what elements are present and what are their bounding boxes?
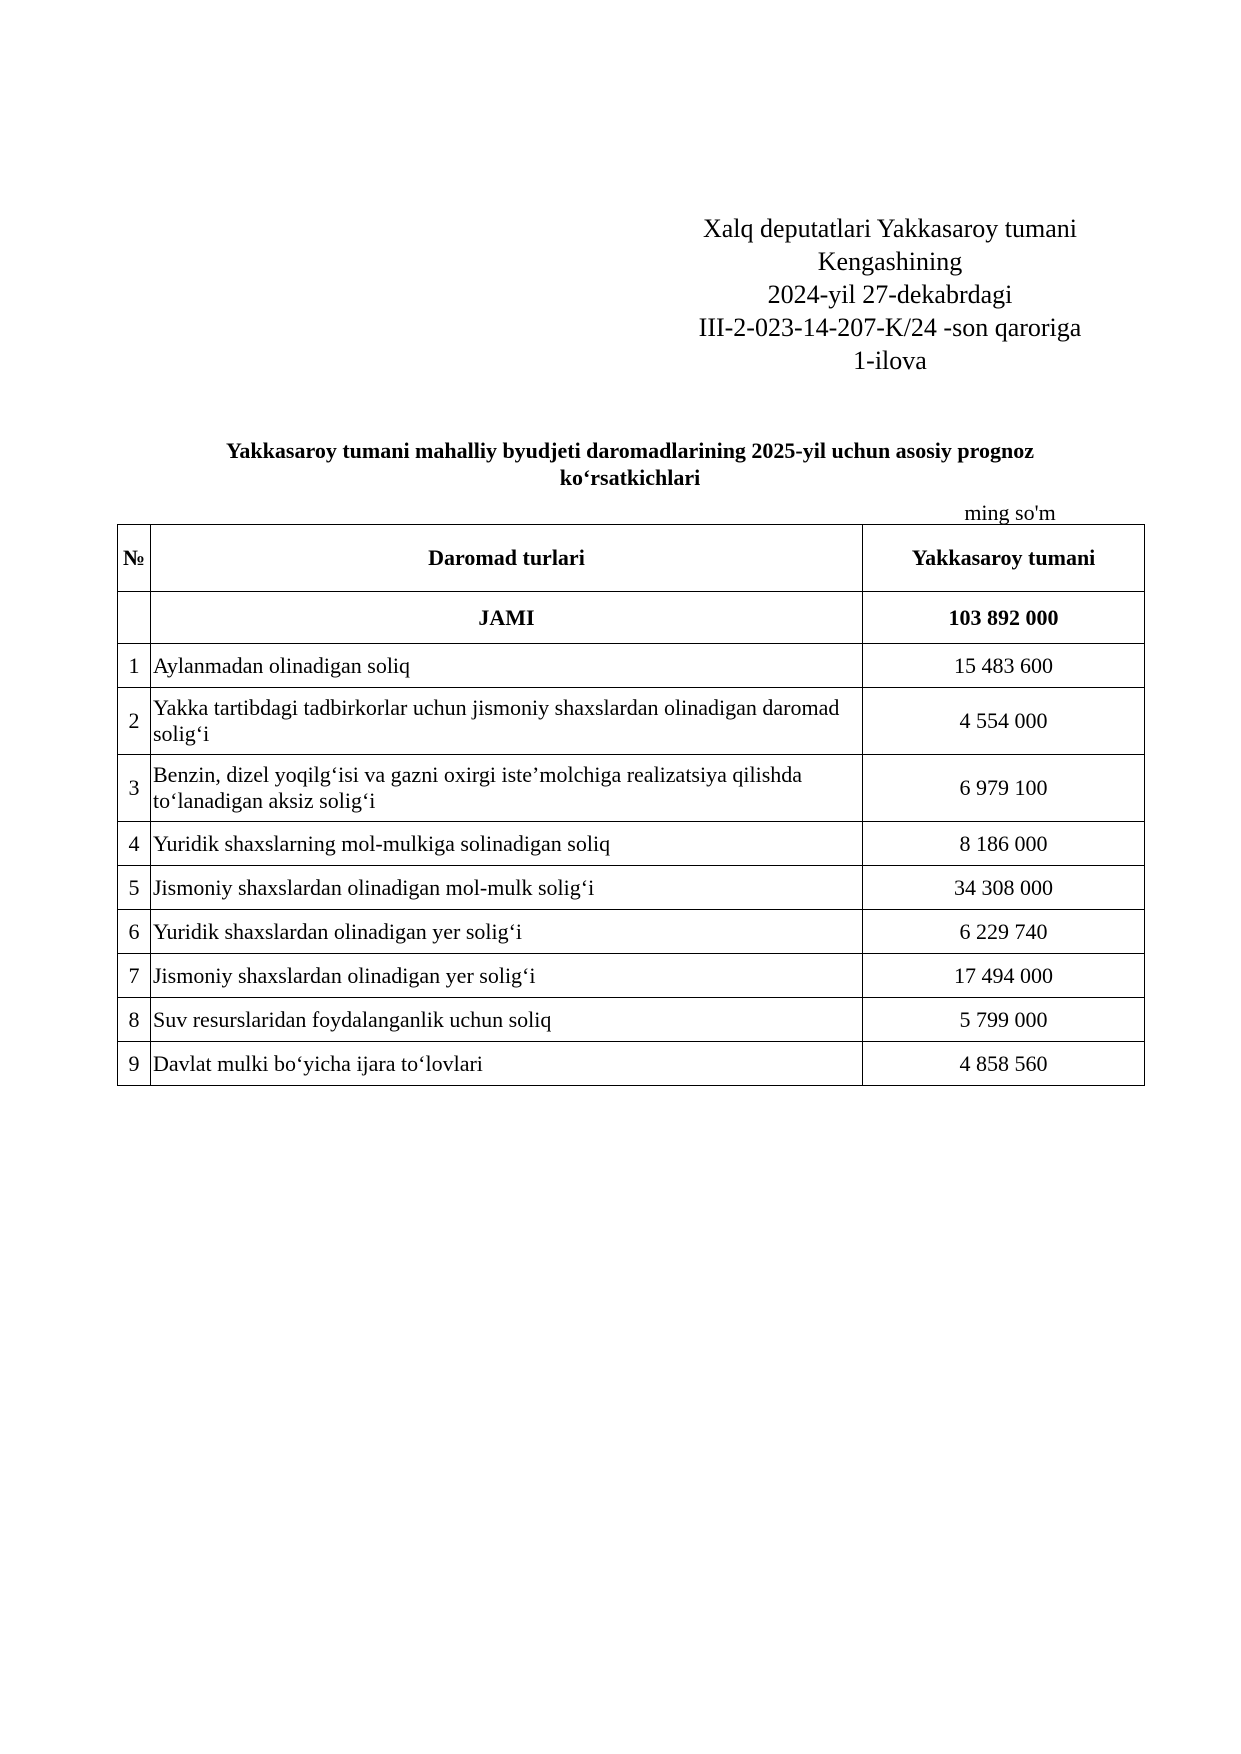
revenue-type: Benzin, dizel yoqilg‘isi va gazni oxirgi iste’molchiga realizatsiya qilishda to‘lanadigan aksiz solig‘i: [151, 755, 863, 822]
header-num: №: [118, 525, 151, 592]
row-number: 2: [118, 688, 151, 755]
header-district: Yakkasaroy tumani: [863, 525, 1145, 592]
row-number: 6: [118, 910, 151, 954]
row-number: 8: [118, 998, 151, 1042]
revenue-type: Suv resurslaridan foydalanganlik uchun soliq: [151, 998, 863, 1042]
revenue-value: 34 308 000: [863, 866, 1145, 910]
revenue-type: Jismoniy shaxslardan olinadigan mol-mulk solig‘i: [151, 866, 863, 910]
table-row: [118, 998, 1145, 1042]
header-line: 1-ilova: [853, 346, 927, 375]
document-header: [660, 212, 1120, 377]
table-row: [118, 644, 1145, 688]
row-number: 1: [118, 644, 151, 688]
total-value: 103 892 000: [863, 592, 1145, 644]
revenue-value: 8 186 000: [863, 822, 1145, 866]
total-label: JAMI: [151, 592, 863, 644]
total-row: [118, 592, 1145, 644]
row-number: 5: [118, 866, 151, 910]
row-number: 9: [118, 1042, 151, 1086]
revenue-value: 15 483 600: [863, 644, 1145, 688]
header-line: Kengashining: [817, 247, 963, 276]
row-number: 4: [118, 822, 151, 866]
revenue-value: 6 229 740: [863, 910, 1145, 954]
table-row: [118, 866, 1145, 910]
revenue-value: 5 799 000: [863, 998, 1145, 1042]
revenue-type: Yuridik shaxslarning mol-mulkiga solinadigan soliq: [151, 822, 863, 866]
revenue-type: Aylanmadan olinadigan soliq: [151, 644, 863, 688]
revenue-value: 4 858 560: [863, 1042, 1145, 1086]
table-row: [118, 1042, 1145, 1086]
revenue-type: Yuridik shaxslardan olinadigan yer solig‘i: [151, 910, 863, 954]
revenue-type: Jismoniy shaxslardan olinadigan yer solig‘i: [151, 954, 863, 998]
header-line: III-2-023-14-207-K/24 -son qaroriga: [698, 313, 1082, 342]
revenue-type: Davlat mulki bo‘yicha ijara to‘lovlari: [151, 1042, 863, 1086]
row-number: 3: [118, 755, 151, 822]
table-row: [118, 954, 1145, 998]
document-title: [140, 437, 1120, 491]
table-row: [118, 755, 1145, 822]
header-line: 2024-yil 27-dekabrdagi: [767, 280, 1013, 309]
revenue-type: Yakka tartibdagi tadbirkorlar uchun jismoniy shaxslardan olinadigan daromad solig‘i: [151, 688, 863, 755]
header-revenue-type: Daromad turlari: [151, 525, 863, 592]
table-row: [118, 822, 1145, 866]
table-header-row: [118, 525, 1145, 592]
header-line: Xalq deputatlari Yakkasaroy tumani: [702, 214, 1078, 243]
revenue-table: [117, 524, 1145, 1086]
row-number: 7: [118, 954, 151, 998]
revenue-value: 4 554 000: [863, 688, 1145, 755]
revenue-value: 17 494 000: [863, 954, 1145, 998]
total-num-cell: [118, 592, 151, 644]
title-line-2: ko‘rsatkichlari: [559, 465, 701, 490]
table-row: [118, 910, 1145, 954]
table-row: [118, 688, 1145, 755]
revenue-value: 6 979 100: [863, 755, 1145, 822]
title-line-1: Yakkasaroy tumani mahalliy byudjeti daromadlarining 2025-yil uchun asosiy prognoz: [225, 438, 1035, 463]
unit-label: ming so'm: [964, 500, 1056, 525]
